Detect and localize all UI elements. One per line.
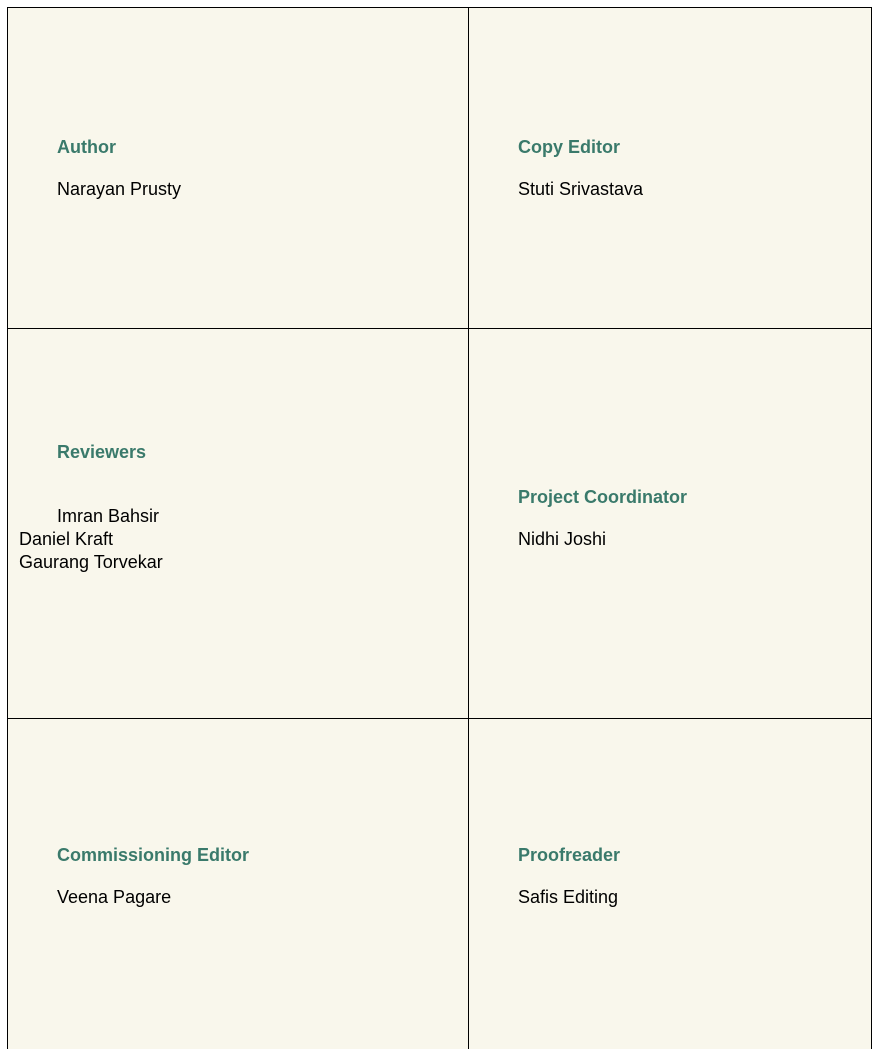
reviewer-name: Gaurang Torvekar <box>19 552 163 572</box>
copy-editor-name: Stuti Srivastava <box>518 178 644 199</box>
reviewers-cell <box>8 329 469 719</box>
role-heading-author: Author <box>57 136 116 157</box>
project-coordinator-name: Nidhi Joshi <box>518 529 607 549</box>
credits-table <box>7 7 872 1049</box>
reviewer-names <box>19 505 468 574</box>
author-cell <box>8 8 469 329</box>
table-row <box>8 719 872 1049</box>
project-coordinator-cell <box>469 329 872 719</box>
role-heading-commissioning-editor: Commissioning Editor <box>57 845 250 865</box>
copy-editor-cell <box>469 8 872 329</box>
role-heading-reviewers: Reviewers <box>57 442 147 462</box>
reviewer-name: Imran Bahsir <box>57 506 160 526</box>
commissioning-editor-cell <box>8 719 469 1049</box>
proofreader-name: Safis Editing <box>518 887 619 907</box>
table-row <box>8 329 872 719</box>
role-heading-proofreader: Proofreader <box>518 845 621 865</box>
role-heading-project-coordinator: Project Coordinator <box>518 487 688 507</box>
reviewer-name: Daniel Kraft <box>19 529 114 549</box>
author-name: Narayan Prusty <box>57 178 182 199</box>
commissioning-editor-name: Veena Pagare <box>57 887 172 907</box>
table-row <box>8 8 872 329</box>
role-heading-copy-editor: Copy Editor <box>518 136 620 157</box>
proofreader-cell <box>469 719 872 1049</box>
